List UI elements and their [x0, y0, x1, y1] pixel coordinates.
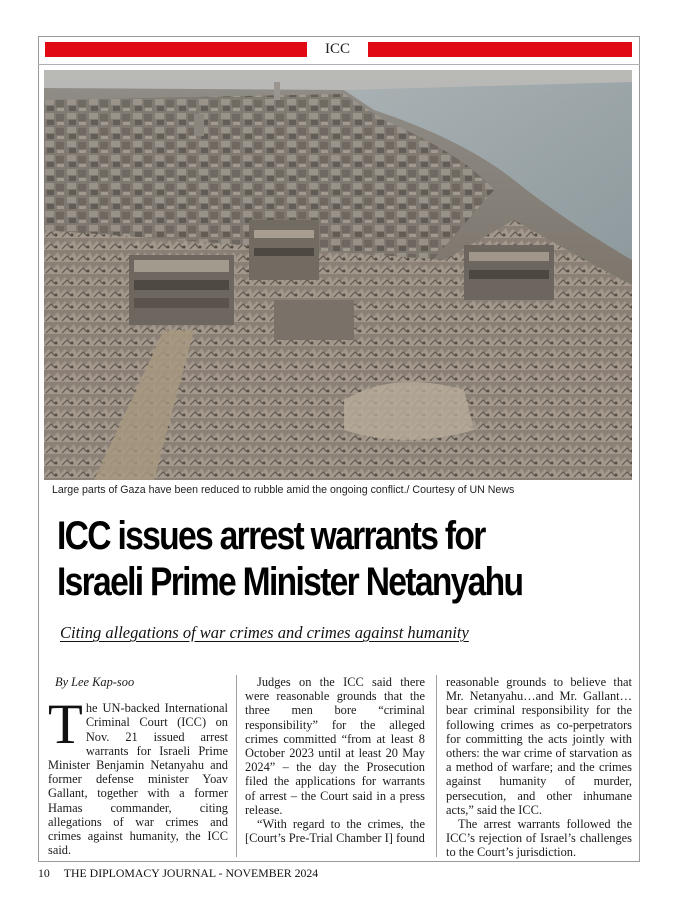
article-column-2 [245, 675, 425, 845]
headline [57, 513, 544, 605]
section-bar-left [45, 42, 307, 57]
headline-line-1: ICC issues arrest warrants for [57, 514, 485, 558]
paragraph-1 [48, 693, 228, 858]
byline: By Lee Kap-soo [55, 675, 135, 689]
article-column-1 [48, 675, 228, 857]
paragraph-1-text: he UN-backed International Criminal Court (ICC) on Nov. 21 issued arrest warrants for Israeli Prime Minister Benjamin Netanyahu and former defense minister Yoav Gallant, together with a former Hamas commander, citing allegations of war crimes and crimes against humanity, the ICC said. [48, 701, 228, 858]
gaza-rubble-photo [44, 70, 632, 480]
paragraph-2: Judges on the ICC said there were reasonable grounds that the three men bore “criminal responsibility” for the alleged crimes committed “from at least 8 October 2023 until at least 20 May 2024” – the day the Prosecution filed the applications for warrants of arrest – the Court said in a press release. [245, 675, 425, 817]
paragraph-4: The arrest warrants followed the ICC’s rejection of Israel’s challenges to the Court’s jurisdiction. [446, 817, 632, 860]
publication-name: THE DIPLOMACY JOURNAL - NOVEMBER 2024 [63, 866, 319, 880]
header-rule [38, 64, 640, 65]
paragraph-3: “With regard to the crimes, the [Court’s Pre-Trial Chamber I] found [245, 817, 425, 846]
headline-line-2: Israeli Prime Minister Netanyahu [57, 560, 523, 604]
photo-caption: Large parts of Gaza have been reduced to rubble amid the ongoing conflict./ Courtesy of UN News [52, 484, 515, 496]
subheadline: Citing allegations of war crimes and crimes against humanity [60, 623, 469, 642]
paragraph-3-continued: reasonable grounds to believe that Mr. Netanyahu…and Mr. Gallant…bear criminal responsibility for the following crimes as co-perpetrators for committing the acts jointly with others: the war crime of starvation as a method of warfare; and the crimes against humanity of murder, persecution, and other inhumane acts,” said the ICC. [446, 675, 632, 817]
page-footer [38, 866, 332, 881]
section-bar-right [368, 42, 632, 57]
column-rule-2 [436, 675, 437, 857]
article-column-3 [446, 675, 632, 860]
section-label: ICC [324, 41, 350, 57]
page-number: 10 [38, 866, 50, 880]
column-rule-1 [236, 675, 237, 857]
drop-cap: T [48, 693, 83, 757]
